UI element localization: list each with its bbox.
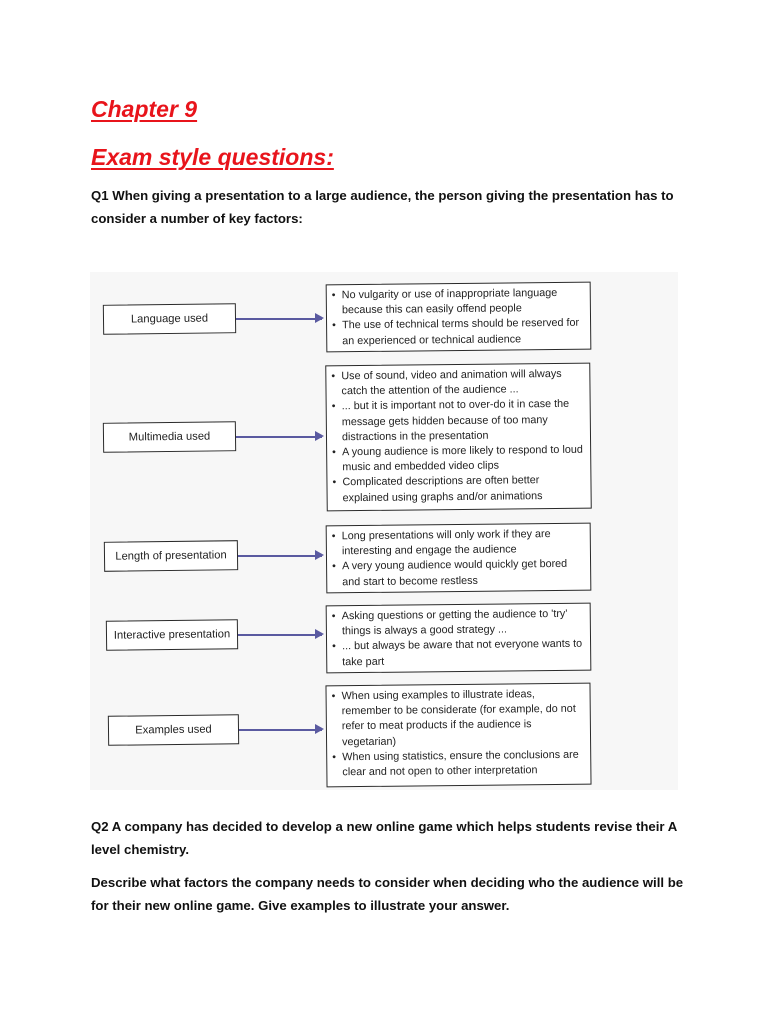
detail-point: • Asking questions or getting the audience to 'try' things is always a good strategy ... xyxy=(332,607,586,640)
factor-label: Language used xyxy=(130,312,209,325)
factor-box-language xyxy=(103,303,236,335)
detail-point: • The use of technical terms should be reserved for an experienced or technical audience xyxy=(332,316,586,349)
factor-detail-examples xyxy=(325,683,591,788)
factor-label: Multimedia used xyxy=(128,430,211,443)
factor-detail-interactive xyxy=(326,603,592,674)
arrow-icon xyxy=(239,729,322,731)
factor-box-multimedia xyxy=(103,421,236,453)
detail-point: • A very young audience would quickly get bored and start to become restless xyxy=(332,557,586,590)
factor-label: Length of presentation xyxy=(115,548,227,563)
arrow-icon xyxy=(236,436,322,438)
factor-box-length xyxy=(104,540,238,572)
detail-point: • Long presentations will only work if they are interesting and engage the audience xyxy=(332,527,586,560)
presentation-factors-diagram xyxy=(90,272,678,790)
factor-detail-length xyxy=(326,523,592,594)
detail-point: • ... but always be aware that not everyone wants to take part xyxy=(332,637,586,670)
detail-point: • Use of sound, video and animation will always catch the attention of the audience ... xyxy=(331,367,585,400)
question-2-text: Q2 A company has decided to develop a new online game which helps students revise their A level chemistry. xyxy=(91,819,677,857)
factor-label: Examples used xyxy=(135,723,212,736)
factor-box-examples xyxy=(108,714,239,746)
detail-point: • A young audience is more likely to respond to loud music and embedded video clips xyxy=(332,443,586,476)
exam-questions-heading: Exam style questions: xyxy=(91,144,334,170)
arrow-icon xyxy=(238,555,322,557)
arrow-icon xyxy=(238,634,322,636)
arrow-icon xyxy=(236,318,322,320)
question-2-prompt: Describe what factors the company needs to consider when deciding who the audience will be for their new online game. Give examples to illustrate your answer. xyxy=(91,875,684,913)
chapter-title: Chapter 9 xyxy=(91,96,198,122)
detail-point: • ... but it is important not to over-do it in case the message gets hidden because of too many distractions in the presentation xyxy=(332,397,586,445)
factor-box-interactive xyxy=(106,619,238,651)
detail-point: • No vulgarity or use of inappropriate language because this can easily offend people xyxy=(332,286,586,319)
factor-detail-language xyxy=(326,282,592,353)
detail-point: • When using examples to illustrate ideas, remember to be considerate (for example, do not refer to meat products if the audience is vegetarian) xyxy=(332,687,587,750)
detail-point: • Complicated descriptions are often better explained using graphs and/or animations xyxy=(332,473,586,506)
detail-point: • When using statistics, ensure the conclusions are clear and not open to other interpretation xyxy=(332,747,586,780)
factor-detail-multimedia xyxy=(325,363,592,512)
factor-label: Interactive presentation xyxy=(113,627,231,642)
question-1-text: Q1 When giving a presentation to a large audience, the person giving the presentation has to consider a number of key factors: xyxy=(91,188,674,226)
